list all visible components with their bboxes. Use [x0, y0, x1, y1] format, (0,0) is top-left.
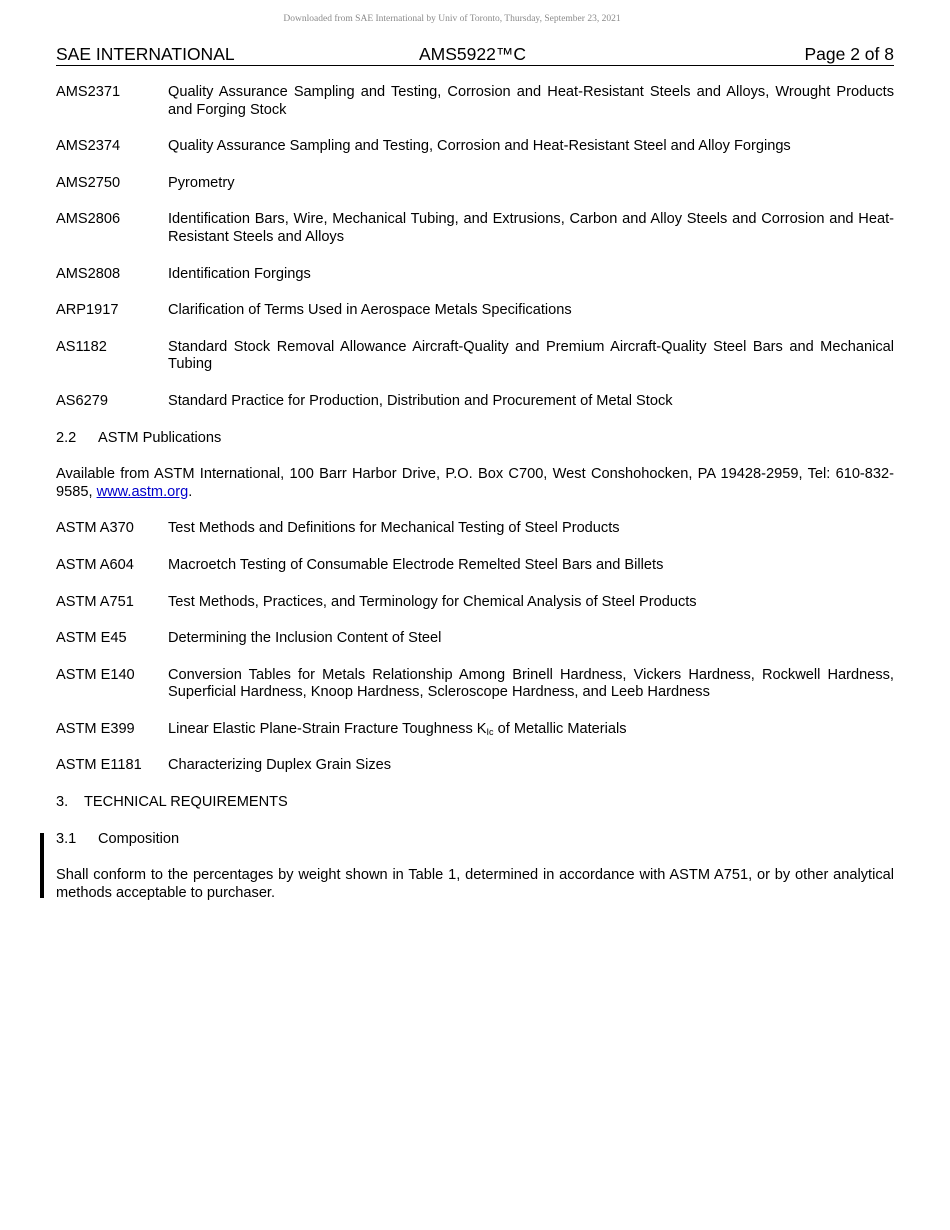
reference-title: Standard Stock Removal Allowance Aircraft-Quality and Premium Aircraft-Quality Steel Bars and Mechanical Tubing	[168, 338, 894, 373]
document-body	[56, 84, 894, 921]
reference-code: ARP1917	[56, 302, 119, 319]
reference-code: AMS2806	[56, 211, 121, 228]
reference-title: Test Methods, Practices, and Terminology for Chemical Analysis of Steel Products	[168, 593, 697, 610]
revision-change-bar	[40, 833, 44, 898]
reference-item	[56, 138, 894, 156]
reference-title: Quality Assurance Sampling and Testing, Corrosion and Heat-Resistant Steels and Alloys, Wrought Products and Forging Stock	[168, 84, 894, 118]
page-header	[56, 43, 894, 66]
section-heading-composition	[56, 831, 894, 849]
reference-code: ASTM A751	[56, 593, 134, 610]
section-title: Composition	[98, 830, 180, 847]
astm-website-link[interactable]: www.astm.org	[96, 483, 189, 500]
reference-item	[56, 520, 894, 538]
reference-title: Characterizing Duplex Grain Sizes	[168, 757, 392, 774]
section-number: 2.2	[56, 429, 77, 446]
reference-title: Conversion Tables for Metals Relationship Among Brinell Hardness, Vickers Hardness, Rockwell Hardness, Superficial Hardness, Knoop Hardness, Scleroscope Hardness, and Leeb Hardness	[168, 666, 894, 701]
reference-code: ASTM A604	[56, 556, 134, 573]
reference-title	[168, 721, 894, 739]
reference-item	[56, 175, 894, 193]
reference-code: ASTM E140	[56, 666, 135, 683]
astm-availability-paragraph	[56, 466, 894, 501]
reference-code: AMS2808	[56, 265, 121, 282]
title-part: Linear Elastic Plane-Strain Fracture Toughness K	[168, 720, 487, 737]
reference-code: ASTM E1181	[56, 757, 142, 774]
title-part: of Metallic Materials	[493, 720, 627, 737]
title-subscript: Ic	[486, 726, 494, 737]
reference-title: Quality Assurance Sampling and Testing, Corrosion and Heat-Resistant Steel and Alloy Forgings	[168, 138, 791, 155]
section-heading-astm	[56, 430, 894, 448]
reference-title: Test Methods and Definitions for Mechanical Testing of Steel Products	[168, 520, 620, 537]
reference-item	[56, 211, 894, 246]
section-title: ASTM Publications	[98, 429, 222, 446]
reference-code: AMS2371	[56, 84, 121, 100]
reference-title: Identification Bars, Wire, Mechanical Tubing, and Extrusions, Carbon and Alloy Steels and Corrosion and Heat-Resistant Steels and Alloys	[168, 211, 894, 245]
reference-item	[56, 339, 894, 374]
reference-title: Standard Practice for Production, Distribution and Procurement of Metal Stock	[168, 392, 673, 409]
reference-item	[56, 630, 894, 648]
reference-code: ASTM E45	[56, 630, 127, 647]
header-document-id: AMS5922™C	[419, 44, 526, 64]
composition-paragraph: Shall conform to the percentages by weight shown in Table 1, determined in accordance with ASTM A751, or by other analytical methods acceptable to purchaser.	[56, 867, 894, 901]
reference-code: AS1182	[56, 338, 107, 355]
reference-title: Pyrometry	[168, 174, 235, 191]
reference-code: ASTM E399	[56, 720, 135, 737]
reference-item	[56, 757, 894, 775]
availability-end: .	[188, 483, 193, 500]
reference-title: Identification Forgings	[168, 265, 311, 282]
header-page-number: Page 2 of 8	[804, 44, 894, 64]
reference-item	[56, 393, 894, 411]
reference-item	[56, 721, 894, 739]
section-number: 3.	[56, 794, 69, 811]
reference-item	[56, 84, 894, 119]
reference-item	[56, 594, 894, 612]
section-number: 3.1	[56, 830, 77, 847]
reference-item	[56, 266, 894, 284]
reference-code: AMS2374	[56, 138, 121, 155]
reference-code: AMS2750	[56, 174, 121, 191]
reference-item	[56, 302, 894, 320]
section-title: TECHNICAL REQUIREMENTS	[84, 794, 288, 811]
download-watermark: Downloaded from SAE International by Univ of Toronto, Thursday, September 23, 2021	[283, 14, 621, 24]
reference-title: Determining the Inclusion Content of Steel	[168, 630, 442, 647]
reference-title: Macroetch Testing of Consumable Electrode Remelted Steel Bars and Billets	[168, 556, 664, 573]
reference-code: AS6279	[56, 392, 108, 409]
reference-item	[56, 557, 894, 575]
reference-title: Clarification of Terms Used in Aerospace Metals Specifications	[168, 302, 572, 319]
header-organization: SAE INTERNATIONAL	[56, 44, 235, 64]
reference-item	[56, 667, 894, 702]
availability-text: Available from ASTM International, 100 Barr Harbor Drive, P.O. Box C700, West Conshohocken, PA 19428-2959, Tel: 610-832-9585,	[56, 466, 894, 500]
reference-code: ASTM A370	[56, 520, 134, 537]
section-heading-technical	[56, 794, 894, 812]
